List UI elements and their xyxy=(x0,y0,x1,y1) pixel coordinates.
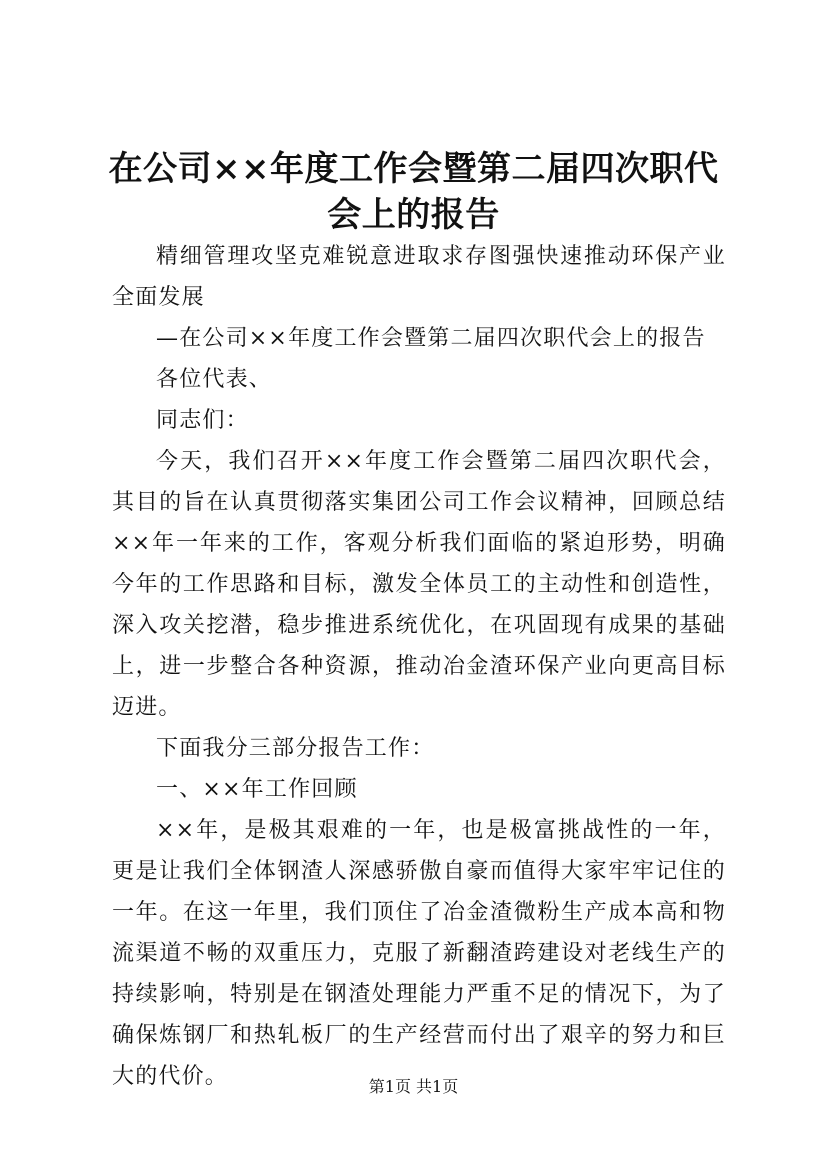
section-heading: 一、××年工作回顾 xyxy=(156,777,358,802)
body-paragraph: 今天，我们召开××年度工作会暨第二届四次职代会，其目的旨在认真贯彻落实集团公司工作会议精神，回顾总结××年一年来的工作，客观分析我们面临的紧迫形势，明确今年的工作思路和目标，激发全体员工的主动性和创造性，深入攻关挖潜，稳步推进系统优化，在巩固现有成果的基础上，进一步整合各种资源，推动冶金渣环保产业向更高目标迈进。 xyxy=(112,449,726,720)
salutation-delegates: 各位代表、 xyxy=(156,367,273,392)
subtitle-paragraph: 精细管理攻坚克难锐意进取求存图强快速推动环保产业全面发展 xyxy=(112,244,726,310)
document-body xyxy=(112,236,726,1097)
body-paragraph: 下面我分三部分报告工作： xyxy=(156,736,435,761)
document-title: 在公司××年度工作会暨第二届四次职代会上的报告 xyxy=(108,149,719,235)
page-number-footer: 第1页 共1页 xyxy=(368,1077,459,1096)
salutation-comrades: 同志们： xyxy=(156,408,249,433)
subtitle-source-paragraph: —在公司××年度工作会暨第二届四次职代会上的报告 xyxy=(156,326,706,351)
body-paragraph: ××年，是极其艰难的一年，也是极富挑战性的一年，更是让我们全体钢渣人深感骄傲自豪而值得大家牢牢记住的一年。在这一年里，我们顶住了冶金渣微粉生产成本高和物流渠道不畅的双重压力，克服了新翻渣跨建设对老线生产的持续影响，特别是在钢渣处理能力严重不足的情况下，为了确保炼钢厂和热轧板厂的生产经营而付出了艰辛的努力和巨大的代价。 xyxy=(112,818,726,1089)
